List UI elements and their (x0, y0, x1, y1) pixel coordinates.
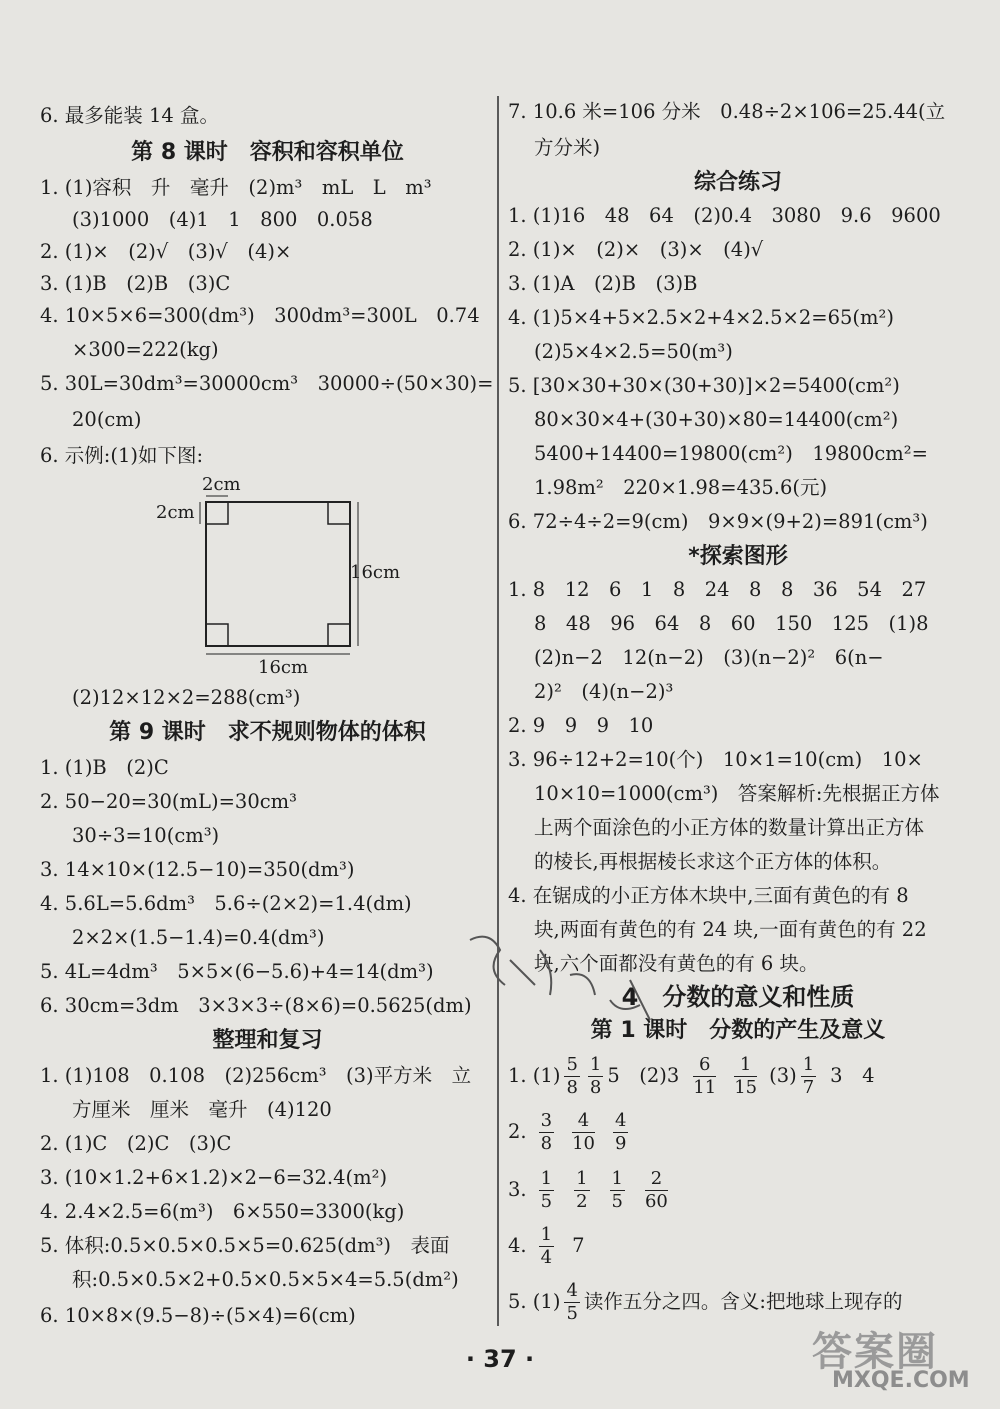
answer-text: 3 4 (830, 1064, 875, 1087)
answer-line: 6. 30cm=3dm 3×3×3÷(8×6)=0.5625(dm) (40, 994, 472, 1017)
fraction-answer-4 (508, 1222, 584, 1270)
answer-line: 4. (1)5×4+5×2.5×2+4×2.5×2=65(m²) (508, 306, 894, 329)
answer-line: 积:0.5×0.5×2+0.5×0.5×5×4=5.5(dm²) (72, 1268, 459, 1291)
denominator: 8 (589, 1077, 602, 1098)
fraction (610, 1170, 625, 1211)
dim-label-right: 16cm (350, 562, 401, 583)
answer-line: 2. 50−20=30(mL)=30cm³ (40, 790, 297, 813)
fraction-answer-2 (508, 1108, 632, 1156)
denominator: 7 (802, 1077, 815, 1098)
fraction (564, 1056, 579, 1097)
answer-line: 的棱长,再根据棱长求这个正方体的体积。 (534, 850, 892, 873)
answer-prefix: 2. (508, 1120, 527, 1143)
answer-line: 1. 8 12 6 1 8 24 8 8 36 54 27 (508, 578, 927, 601)
fraction (539, 1170, 554, 1211)
denominator: 8 (540, 1133, 553, 1154)
answer-line: 1. (1)16 48 64 (2)0.4 3080 9.6 9600 (508, 204, 941, 227)
denominator: 15 (734, 1077, 758, 1098)
numerator: 1 (589, 1054, 602, 1075)
answer-line: 6. 72÷4÷2=9(cm) 9×9×(9+2)=891(cm³) (508, 510, 928, 533)
denominator: 5 (566, 1303, 578, 1324)
answer-line: 4. 5.6L=5.6dm³ 5.6÷(2×2)=1.4(dm) (40, 892, 412, 915)
section-heading: 第 9 课时 求不规则物体的体积 (109, 720, 426, 745)
answer-line: 2. (1)× (2)√ (3)√ (4)× (40, 240, 292, 263)
dim-label-bottom: 16cm (258, 657, 309, 678)
fraction (645, 1170, 668, 1211)
denominator: 5 (540, 1191, 553, 1212)
denominator: 10 (572, 1133, 595, 1154)
fraction (574, 1170, 589, 1211)
denominator: 11 (693, 1077, 717, 1098)
answer-line: 方厘米 厘米 毫升 (4)120 (72, 1098, 332, 1121)
fraction (539, 1112, 554, 1153)
answer-line: (2)12×12×2=288(cm³) (72, 686, 301, 709)
answer-line: 2. (1)× (2)× (3)× (4)√ (508, 238, 764, 261)
fraction (564, 1282, 579, 1323)
answer-line: 6. 10×8×(9.5−8)÷(5×4)=6(cm) (40, 1304, 356, 1327)
answer-line: (2)5×4×2.5=50(m³) (534, 340, 733, 363)
answer-line: ×300=222(kg) (72, 338, 219, 361)
answer-text: 5 (2)3 (607, 1064, 680, 1087)
denominator: 4 (540, 1247, 553, 1268)
denominator: 5 (611, 1191, 623, 1212)
answer-line: 1. (1)108 0.108 (2)256cm³ (3)平方米 立 (40, 1064, 472, 1087)
answer-line: (2)n−2 12(n−2) (3)(n−2)² 6(n− (534, 646, 884, 669)
dim-label-top: 2cm (202, 474, 241, 495)
denominator: 9 (614, 1133, 627, 1154)
box-net-figure (150, 474, 420, 679)
numerator: 1 (576, 1168, 588, 1189)
answer-line: 30÷3=10(cm³) (72, 824, 220, 847)
section-heading: 第 8 课时 容积和容积单位 (131, 140, 404, 165)
answer-line: 上两个面涂色的小正方体的数量计算出正方体 (534, 816, 925, 839)
answer-line: 4. 在锯成的小正方体木块中,三面有黄色的有 8 (508, 884, 909, 907)
answer-text: 读作五分之四。含义:把地球上现存的 (583, 1290, 903, 1313)
answer-line: 5. [30×30+30×(30+30)]×2=5400(cm²) (508, 374, 900, 397)
answer-line: 5. 4L=4dm³ 5×5×(6−5.6)+4=14(dm³) (40, 960, 434, 983)
answer-line: 5. 30L=30dm³=30000cm³ 30000÷(50×30)= (40, 372, 494, 395)
fraction (734, 1056, 757, 1097)
numerator: 2 (645, 1170, 668, 1191)
numerator: 4 (566, 1280, 578, 1301)
chapter-heading: 4 分数的意义和性质 (621, 983, 855, 1011)
page-number: · 37 · (465, 1345, 535, 1373)
fraction (588, 1056, 603, 1097)
answer-line: 3. 14×10×(12.5−10)=350(dm³) (40, 858, 355, 881)
column-divider (497, 96, 499, 1326)
answer-text: (3) (769, 1064, 797, 1087)
watermark-text: 答案圈 (812, 1329, 938, 1375)
answer-prefix: 3. (508, 1178, 527, 1201)
numerator: 1 (540, 1168, 553, 1189)
answer-prefix: 5. (1) (508, 1290, 561, 1313)
answer-line: 3. 96÷12+2=10(个) 10×1=10(cm) 10× (508, 748, 923, 771)
watermark-site: MXQE.COM (832, 1368, 970, 1393)
answer-line: 块,两面有黄色的有 24 块,一面有黄色的有 22 (534, 918, 927, 941)
numerator: 3 (540, 1110, 553, 1131)
fraction (539, 1226, 554, 1267)
dim-label-left: 2cm (156, 502, 195, 523)
answer-text: 7 (572, 1234, 585, 1257)
fraction-answer-3 (508, 1166, 672, 1214)
fraction (693, 1056, 716, 1097)
section-heading: *探索图形 (688, 544, 788, 569)
fraction (572, 1112, 595, 1153)
numerator: 6 (693, 1056, 716, 1077)
answer-line: 8 48 96 64 8 60 150 125 (1)8 (534, 612, 929, 635)
answer-line: 4. 10×5×6=300(dm³) 300dm³=300L 0.74 (40, 304, 480, 327)
answer-line: 20(cm) (72, 408, 142, 431)
answer-line: 2×2×(1.5−1.4)=0.4(dm³) (72, 926, 325, 949)
numerator: 1 (734, 1056, 757, 1077)
answer-line: 1. (1)容积 升 毫升 (2)m³ mL L m³ (40, 176, 432, 199)
answer-line: (3)1000 (4)1 1 800 0.058 (72, 208, 373, 231)
denominator: 60 (644, 1191, 668, 1212)
numerator: 5 (566, 1054, 578, 1075)
fraction (801, 1056, 816, 1097)
answer-line: 1. (1)B (2)C (40, 756, 169, 779)
answer-line: 2. (1)C (2)C (3)C (40, 1132, 232, 1155)
watermark-logo (812, 1320, 992, 1404)
answer-line: 3. (10×1.2+6×1.2)×2−6=32.4(m²) (40, 1166, 388, 1189)
answer-line: 80×30×4+(30+30)×80=14400(cm²) (534, 408, 899, 431)
answer-line: 7. 10.6 米=106 分米 0.48÷2×106=25.44(立 (508, 100, 946, 123)
numerator: 4 (614, 1110, 627, 1131)
section-heading: 整理和复习 (212, 1028, 323, 1053)
answer-line: 6. 最多能装 14 盒。 (40, 104, 220, 127)
answer-line: 2)² (4)(n−2)³ (534, 680, 674, 703)
numerator: 4 (572, 1112, 595, 1133)
answer-line: 1.98m² 220×1.98=435.6(元) (534, 476, 828, 499)
answer-prefix: 1. (1) (508, 1064, 561, 1087)
answer-line: 3. (1)A (2)B (3)B (508, 272, 698, 295)
fraction-answer-1 (508, 1052, 875, 1100)
answer-line: 块,六个面都没有黄色的有 6 块。 (534, 952, 819, 975)
handwriting-scribble (460, 920, 680, 1040)
answer-line: 6. 示例:(1)如下图: (40, 444, 204, 467)
answer-prefix: 4. (508, 1234, 527, 1257)
denominator: 8 (566, 1077, 578, 1098)
numerator: 1 (611, 1168, 623, 1189)
section-heading: 综合练习 (693, 170, 782, 195)
fraction-answer-5 (508, 1278, 902, 1326)
answer-line: 2. 9 9 9 10 (508, 714, 654, 737)
answer-line: 5400+14400=19800(cm²) 19800cm²= (534, 442, 928, 465)
denominator: 2 (576, 1191, 588, 1212)
numerator: 1 (540, 1224, 553, 1245)
answer-line: 10×10=1000(cm³) 答案解析:先根据正方体 (534, 782, 940, 805)
answer-line: 5. 体积:0.5×0.5×0.5×5=0.625(dm³) 表面 (40, 1234, 450, 1257)
answer-line: 方分米) (534, 136, 601, 159)
numerator: 1 (802, 1054, 815, 1075)
fraction (613, 1112, 628, 1153)
section-heading: 第 1 课时 分数的产生及意义 (590, 1018, 886, 1043)
answer-line: 3. (1)B (2)B (3)C (40, 272, 231, 295)
answer-line: 4. 2.4×2.5=6(m³) 6×550=3300(kg) (40, 1200, 405, 1223)
